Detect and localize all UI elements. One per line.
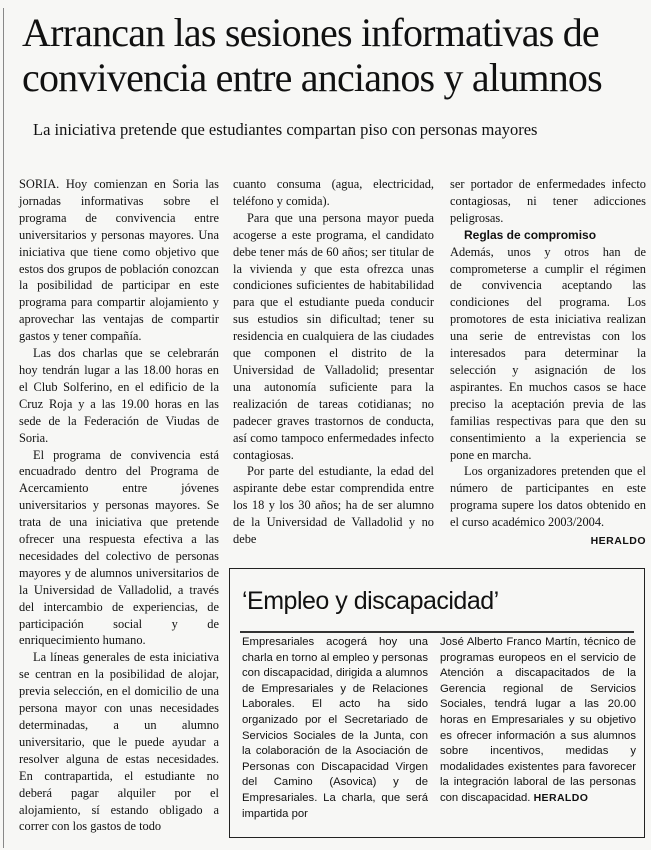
article-paragraph: Los organizadores pretenden que el número de participantes en este programa supere los datos obtenido en el curso académico 2003/2004. [450, 464, 646, 530]
article-paragraph: Para que una persona mayor pueda acogerse a este programa, el candidato debe tener más de 60 años; ser titular de la vivienda y que esta ofrezca unas condiciones suficientes de habitabilidad para que el estudiante pueda conducir sus estudios sin dificultad; tener su residencia en cualquiera de las ciudades que componen el distrito de la Universidad de Valladolid; presentar una autonomía suficiente para la realización de tareas cotidianas; no padecer graves trastornos de conducta, así como tampoco enfermedades infecto contagiosas. [233, 210, 434, 462]
article-byline: HERALDO [590, 535, 646, 548]
article-paragraph: Además, unos y otros han de comprometerse a cumplir el régimen de convivencia aceptando las condiciones del programa. Los promotores de esta iniciativa realizan una serie de entrevistas con los interesados para determinar la selección y asignación de los aspirantes. En muchos casos se hace preciso la aceptación previa de las familias respectivas para que den su consentimiento a la experiencia se pone en marcha. [450, 244, 646, 462]
sidebar-title-rule [240, 631, 634, 633]
subheadline: La iniciativa pretende que estudiantes compartan piso con personas mayores [33, 120, 538, 139]
article-column-2 [233, 176, 434, 548]
sidebar-box [229, 568, 645, 838]
dateline: SORIA. [19, 177, 60, 191]
article-paragraph: SORIA. Hoy comienzan en Soria las jornadas informativas sobre el programa de convivencia entre universitarios y personas mayores. Una iniciativa que tiene como objetivo que estos dos grupos de población conozcan la posibilidad de participar en este programa para compartir alojamiento y aprovechar las ventajas de compartir gastos y tener compañía. [19, 177, 219, 344]
section-subtitle: Reglas de compromiso [464, 227, 597, 242]
sidebar-paragraph: José Alberto Franco Martín, técnico de programas europeos en el servicio de Atención a discapacitados de la Gerencia regional de Servicios Sociales, tendrá lugar a las 20.00 horas en Empresariales y su objetivo es ofrecer información a sus alumnos sobre incentivos, medidas y modalidades existentes para favorecer la integración laboral de las personas con discapacidad. HERALDO [440, 636, 636, 804]
page-edge-rule [3, 8, 4, 848]
sidebar-column-2 [440, 635, 636, 807]
sidebar-byline: HERALDO [533, 791, 589, 804]
sidebar-title: ‘Empleo y discapacidad’ [242, 587, 499, 615]
article-paragraph: Las dos charlas que se celebrarán hoy tendrán lugar a las 18.00 horas en el Club Solferino, en el edificio de la Cruz Roja y a las 19.00 horas en las sede de la Federación de Viudas de Soria. [19, 346, 219, 445]
headline: Arrancan las sesiones informativas de convivencia entre ancianos y alumnos [22, 10, 602, 100]
article-paragraph: Por parte del estudiante, la edad del aspirante debe estar comprendida entre los 18 y los 30 años; ha de ser alumno de la Universidad de Valladolid y no debe [233, 464, 434, 547]
article-column-3 [450, 176, 646, 550]
sidebar-paragraph: Empresariales acogerá hoy una charla en torno al empleo y personas con discapacidad, dirigida a alumnos de Empresariales y de Relaciones Laborales. El acto ha sido organizado por el Secretariado de Servicios Sociales de la Junta, con la colaboración de la Asociación de Personas con Discapacidad Virgen del Camino (Asovica) y de Empresariales. La charla, que será impartida por [242, 636, 428, 820]
article-column-1 [19, 176, 219, 835]
article-paragraph: cuanto consuma (agua, electricidad, teléfono y comida). [233, 177, 434, 208]
article-paragraph: ser portador de enfermedades infecto contagiosas, ni tener adicciones peligrosas. [450, 177, 646, 225]
article-paragraph: El programa de convivencia está encuadrado dentro del Programa de Acercamiento entre jóvenes universitarios y personas mayores. Se trata de una iniciativa que pretende ofrecer una respuesta efectiva a las necesidades del colectivo de personas mayores y de alumnos universitarios de la Universidad de Valladolid, a través del intercambio de experiencias, de participación social y de enriquecimiento humano. [19, 447, 219, 648]
article-paragraph: La líneas generales de esta iniciativa se centran en la posibilidad de alojar, previa selección, en el domicilio de una persona mayor con unas necesidades determinadas, a un alumno universitario, que le puede ayudar a resolver alguna de estas necesidades. En contrapartida, el estudiante no deberá pagar alquiler por el alojamiento, sí estando obligado a correr con los gastos de todo [19, 650, 219, 834]
sidebar-column-1 [242, 635, 428, 822]
